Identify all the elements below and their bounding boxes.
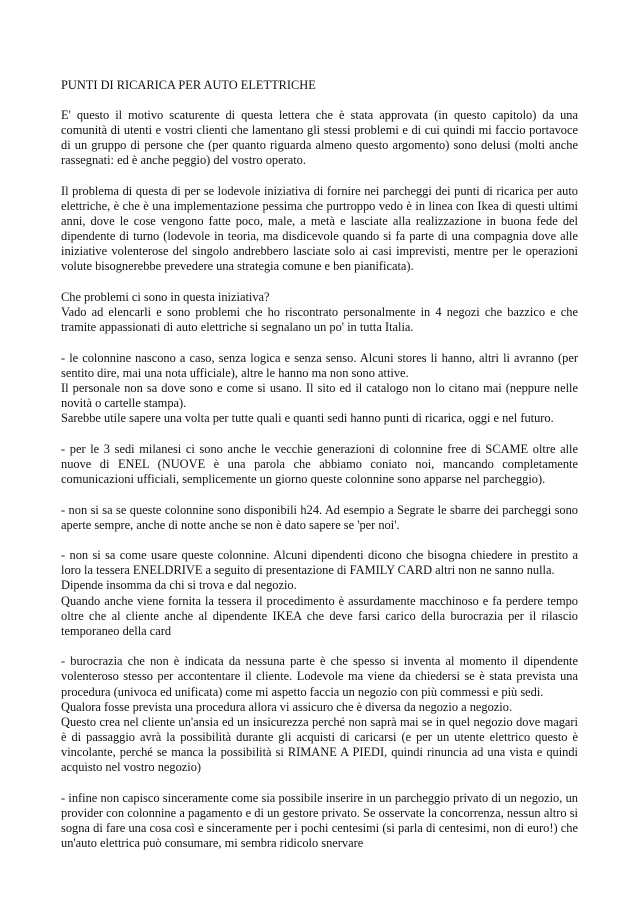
paragraph-problem: Il problema di questa di per se lodevole iniziativa di fornire nei parcheggi dei punti di ricarica per auto elettriche, è che è una implementazione pessima che purtroppo vedo è in linea con Ikea di questi ultimi anni, dove le cose vengono fatte poco, male, a metà e lasciate alla realizzazione in buona fede del dipendente di turno (lodevole in teoria, ma disdicevole quando si fa parte di una compagnia dove alle iniziative volenterose del singolo andrebbero lasciate solo ai casi imprevisti, mentre per le operazioni volute bisognerebbe prevedere una strategia comune e ben pianificata). [61,183,578,274]
document-title: PUNTI DI RICARICA PER AUTO ELETTRICHE [61,78,316,92]
bullet-sedi-milanesi: - per le 3 sedi milanesi ci sono anche le vecchie generazioni di colonnine free di SCAME oltre alle nuove di ENEL (NUOVE è una parola che abbiamo coniato noi, mancando completamente comunicazioni ufficiali, semplicemente un giorno queste colonnine sono apparse nel parcheggio). [61,441,578,486]
bullet-text: Questo crea nel cliente un'ansia ed un insicurezza perché non saprà mai se in quel negozio dove magari è di passaggio avrà la possibilità durante gli acquisti di caricarsi (e per un utente elettrico questo è vincolante, perché se manca la possibilità si RIMANE A PIEDI, quindi rinuncia ad una vista e quindi acquisto nel vostro negozio) [61,714,578,774]
bullet-text: Sarebbe utile sapere una volta per tutte quali e quanti sedi hanno punti di ricarica, oggi e nel futuro. [61,411,554,426]
bullet-text: - burocrazia che non è indicata da nessuna parte è che spesso si inventa al momento il dipendente volenteroso stesso per accontentare il cliente. Lodevole ma viene da chiedersi se è stata prevista una procedura (univoca ed unificata) come mi aspetto faccia un negozio con più commessi e più sedi. [61,654,578,699]
paragraph-intro: E' questo il motivo scaturente di questa lettera che è stata approvata (in questo capitolo) da una comunità di utenti e vostri clienti che lamentano gli stessi problemi e di cui quindi mi faccio portavoce di un gruppo di persone che (per quanto riguarda almeno questo argomento) sono delusi (molti anche rassegnati: ed è anche peggio) del vostro operato. [61,108,578,168]
bullet-come-usare [61,548,578,639]
bullet-burocrazia [61,654,578,775]
bullet-text: - non si sa come usare queste colonnine. Alcuni dipendenti dicono che bisogna chiedere in prestito a loro la tessera ENELDRIVE a seguito di presentazione di FAMILY CARD altri non ne sanno nulla. [61,548,578,578]
bullet-infine: - infine non capisco sinceramente come sia possibile inserire in un parcheggio privato di un negozio, un provider con colonnine a pagamento e di un gestore privato. Se osservate la concorrenza, nessun altro si sogna di fare una cosa così e sinceramente per i pochi centesimi (si parla di centesimi, non di euro!) che un'auto elettrica può consumare, mi sembra ridicolo snervare [61,790,578,850]
bullet-text: Dipende insomma da chi si trova e dal negozio. [61,578,297,593]
question-line: Che problemi ci sono in questa iniziativa? [61,290,270,305]
bullet-text: - le colonnine nascono a caso, senza logica e senza senso. Alcuni stores li hanno, altri li avranno (per sentito dire, mai una nota ufficiale), altre le hanno ma non sono attive. [61,350,578,380]
bullet-text: Qualora fosse prevista una procedura allora vi assicuro che è diversa da negozio a negozio. [61,699,513,714]
question-answer: Vado ad elencarli e sono problemi che ho riscontrato personalmente in 4 negozi che bazzico e che tramite appassionati di auto elettriche si segnalano un po' in tutta Italia. [61,305,578,335]
bullet-colonnine-caso [61,351,578,426]
bullet-text: Il personale non sa dove sono e come si usano. Il sito ed il catalogo non lo citano mai (neppure nelle novità o cartelle stampa). [61,381,578,411]
bullet-text: Quando anche viene fornita la tessera il procedimento è assurdamente macchinoso e fa perdere tempo oltre che al cliente anche al dipendente IKEA che deve farsi carico della burocrazia per il rilascio temporaneo della card [61,593,578,638]
bullet-h24: - non si sa se queste colonnine sono disponibili h24. Ad esempio a Segrate le sbarre dei parcheggi sono aperte sempre, anche di notte anche se non è dato sapere se 'per noi'. [61,502,578,532]
paragraph-question [61,290,578,335]
